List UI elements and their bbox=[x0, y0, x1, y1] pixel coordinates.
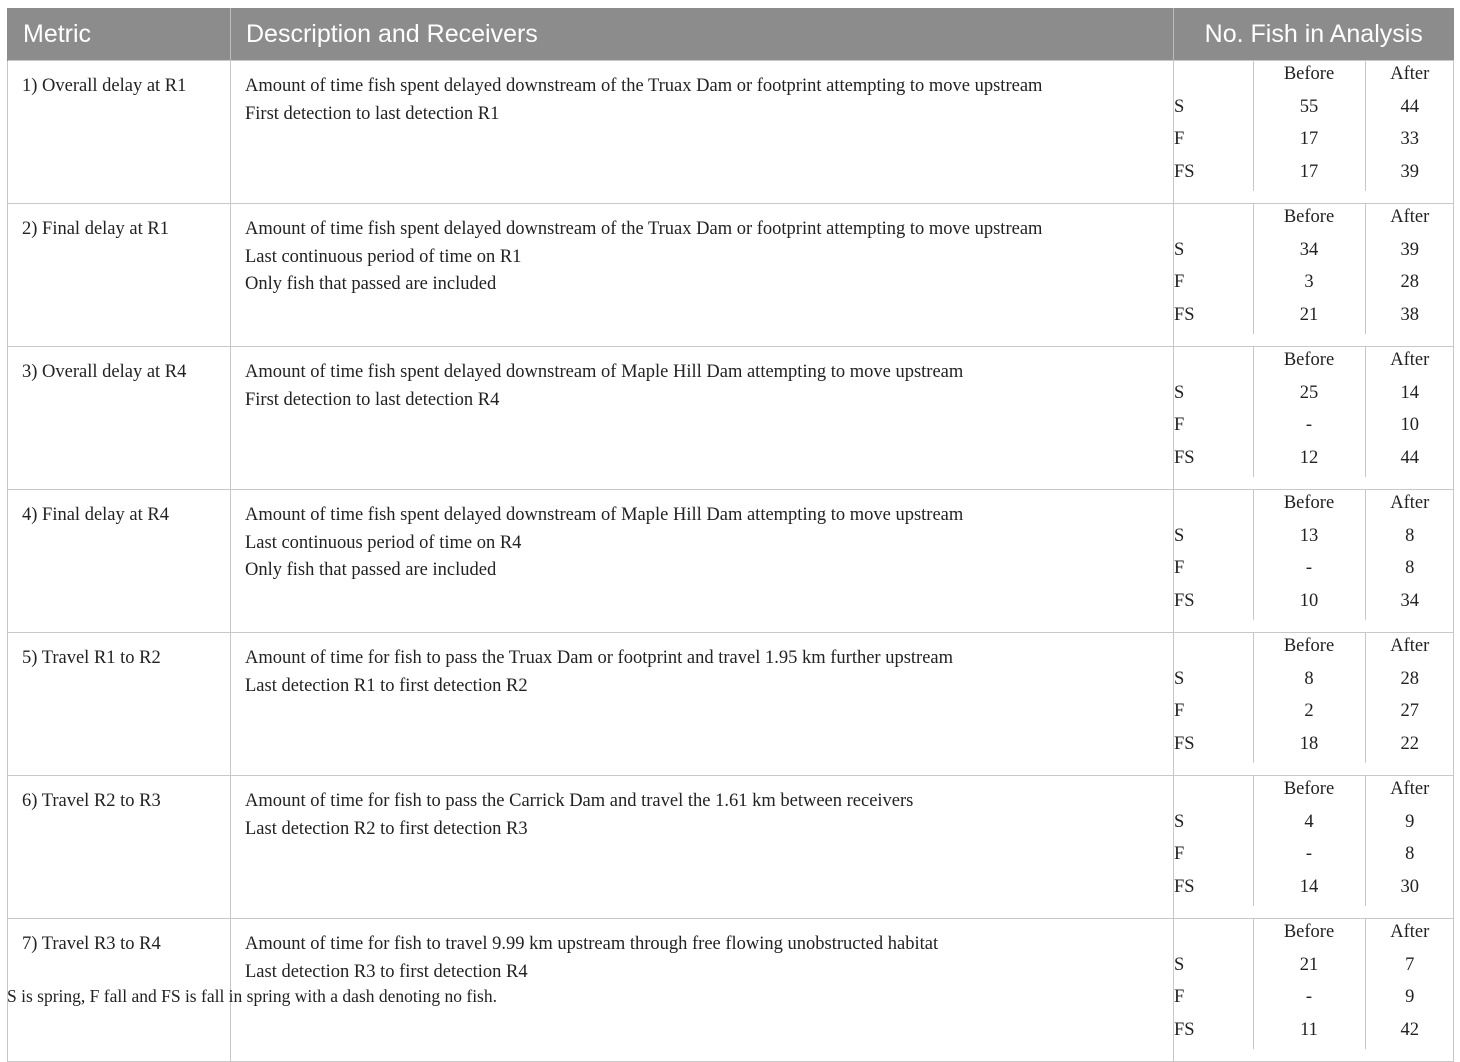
season-row bbox=[1174, 237, 1454, 270]
season-row bbox=[1174, 984, 1454, 1017]
season-label: S bbox=[1174, 94, 1253, 127]
season-label: S bbox=[1174, 952, 1253, 985]
season-label: FS bbox=[1174, 159, 1253, 192]
before-count: - bbox=[1253, 841, 1365, 874]
season-header-blank bbox=[1174, 204, 1253, 237]
after-count: 9 bbox=[1405, 987, 1415, 1007]
fish-count-cell bbox=[1174, 61, 1454, 204]
after-count: 28 bbox=[1400, 272, 1419, 292]
metric-cell: 7) Travel R3 to R4 bbox=[8, 919, 231, 1062]
table-row bbox=[8, 633, 1454, 776]
season-label: F bbox=[1174, 126, 1253, 159]
before-count: 12 bbox=[1253, 445, 1365, 478]
season-label: FS bbox=[1174, 302, 1253, 335]
after-count: 44 bbox=[1400, 96, 1419, 117]
fish-count-cell bbox=[1174, 204, 1454, 347]
season-row bbox=[1174, 698, 1454, 731]
after-count: 8 bbox=[1405, 844, 1415, 864]
fish-analysis-table bbox=[7, 8, 1454, 1062]
description-line: Last detection R2 to first detection R3 bbox=[245, 818, 528, 839]
description-line: First detection to last detection R4 bbox=[245, 389, 500, 410]
season-row bbox=[1174, 94, 1454, 127]
description-line: Only fish that passed are included bbox=[245, 560, 497, 580]
season-label: F bbox=[1174, 269, 1253, 302]
season-row bbox=[1174, 555, 1454, 588]
before-count: 17 bbox=[1253, 159, 1365, 192]
after-count: 39 bbox=[1400, 239, 1419, 260]
before-count: 25 bbox=[1253, 380, 1365, 413]
description-line: Amount of time fish spent delayed downstream of the Truax Dam or footprint attempting to move upstream bbox=[245, 219, 1043, 239]
after-header: After bbox=[1390, 350, 1430, 370]
after-header: After bbox=[1390, 207, 1430, 227]
season-row bbox=[1174, 159, 1454, 192]
season-row bbox=[1174, 126, 1454, 159]
fish-count-cell bbox=[1174, 919, 1454, 1062]
before-count: 10 bbox=[1253, 588, 1365, 621]
after-header: After bbox=[1390, 493, 1430, 513]
season-label: F bbox=[1174, 412, 1253, 445]
season-row bbox=[1174, 731, 1454, 764]
header-metric: Metric bbox=[8, 8, 231, 61]
season-header-blank bbox=[1174, 61, 1253, 94]
season-header-blank bbox=[1174, 633, 1253, 666]
description-line: Amount of time for fish to pass the Carrick Dam and travel the 1.61 km between receivers bbox=[245, 791, 914, 811]
before-header: Before bbox=[1253, 61, 1365, 94]
season-label: F bbox=[1174, 984, 1253, 1017]
description-cell bbox=[231, 776, 1174, 919]
season-label: FS bbox=[1174, 1017, 1253, 1050]
before-count: 55 bbox=[1253, 94, 1365, 127]
header-fish-count: No. Fish in Analysis bbox=[1174, 8, 1454, 61]
season-row bbox=[1174, 1017, 1454, 1050]
after-count: 42 bbox=[1400, 1019, 1419, 1040]
table-row bbox=[8, 204, 1454, 347]
after-count: 8 bbox=[1405, 525, 1415, 546]
description-line: First detection to last detection R1 bbox=[245, 103, 500, 124]
season-row bbox=[1174, 380, 1454, 413]
description-line: Amount of time fish spent delayed downstream of the Truax Dam or footprint attempting to move upstream bbox=[245, 76, 1043, 96]
description-line: Amount of time for fish to travel 9.99 km upstream through free flowing unobstructed habitat bbox=[245, 934, 939, 954]
after-count: 27 bbox=[1400, 701, 1419, 721]
after-count: 9 bbox=[1405, 811, 1415, 832]
description-line: Amount of time for fish to pass the Truax Dam or footprint and travel 1.95 km further upstream bbox=[245, 648, 954, 668]
before-count: 11 bbox=[1253, 1017, 1365, 1050]
after-header: After bbox=[1390, 922, 1430, 942]
after-count: 33 bbox=[1400, 129, 1419, 149]
before-header: Before bbox=[1253, 919, 1365, 952]
table-row bbox=[8, 347, 1454, 490]
season-label: FS bbox=[1174, 445, 1253, 478]
description-line: Last detection R3 to first detection R4 bbox=[245, 961, 528, 982]
season-row bbox=[1174, 588, 1454, 621]
before-count: 8 bbox=[1253, 666, 1365, 699]
metric-cell: 2) Final delay at R1 bbox=[8, 204, 231, 347]
table-row bbox=[8, 61, 1454, 204]
season-row bbox=[1174, 412, 1454, 445]
after-count: 28 bbox=[1400, 668, 1419, 689]
description-cell bbox=[231, 633, 1174, 776]
before-header: Before bbox=[1253, 633, 1365, 666]
before-header: Before bbox=[1253, 776, 1365, 809]
header-row bbox=[8, 8, 1454, 61]
description-line: Last continuous period of time on R1 bbox=[245, 246, 522, 267]
before-count: - bbox=[1253, 555, 1365, 588]
metric-cell: 1) Overall delay at R1 bbox=[8, 61, 231, 204]
metric-cell: 5) Travel R1 to R2 bbox=[8, 633, 231, 776]
season-row bbox=[1174, 874, 1454, 907]
after-count: 14 bbox=[1400, 382, 1419, 403]
description-line: Last detection R1 to first detection R2 bbox=[245, 675, 528, 696]
fish-count-cell bbox=[1174, 490, 1454, 633]
before-count: 18 bbox=[1253, 731, 1365, 764]
description-cell bbox=[231, 490, 1174, 633]
before-count: 14 bbox=[1253, 874, 1365, 907]
before-header: Before bbox=[1253, 204, 1365, 237]
season-row bbox=[1174, 302, 1454, 335]
description-line: Amount of time fish spent delayed downstream of Maple Hill Dam attempting to move upstream bbox=[245, 362, 964, 382]
header-description: Description and Receivers bbox=[231, 8, 1174, 61]
season-label: S bbox=[1174, 523, 1253, 556]
after-count: 22 bbox=[1400, 733, 1419, 754]
season-label: S bbox=[1174, 666, 1253, 699]
season-header-blank bbox=[1174, 490, 1253, 523]
season-label: S bbox=[1174, 237, 1253, 270]
after-count: 34 bbox=[1400, 590, 1419, 611]
season-label: F bbox=[1174, 698, 1253, 731]
table-row bbox=[8, 490, 1454, 633]
before-count: 21 bbox=[1253, 302, 1365, 335]
fish-count-cell bbox=[1174, 347, 1454, 490]
table-row bbox=[8, 776, 1454, 919]
season-label: FS bbox=[1174, 588, 1253, 621]
season-label: F bbox=[1174, 841, 1253, 874]
after-header: After bbox=[1390, 64, 1430, 84]
before-count: 21 bbox=[1253, 952, 1365, 985]
description-cell bbox=[231, 204, 1174, 347]
season-label: FS bbox=[1174, 731, 1253, 764]
after-count: 7 bbox=[1405, 954, 1415, 975]
season-row bbox=[1174, 809, 1454, 842]
after-count: 38 bbox=[1400, 304, 1419, 325]
season-header-blank bbox=[1174, 347, 1253, 380]
before-count: 3 bbox=[1253, 269, 1365, 302]
after-header: After bbox=[1390, 779, 1430, 799]
before-count: - bbox=[1253, 984, 1365, 1017]
after-header: After bbox=[1390, 636, 1430, 656]
season-row bbox=[1174, 952, 1454, 985]
metric-cell: 4) Final delay at R4 bbox=[8, 490, 231, 633]
description-line: Only fish that passed are included bbox=[245, 274, 497, 294]
before-header: Before bbox=[1253, 347, 1365, 380]
season-label: S bbox=[1174, 809, 1253, 842]
before-count: 2 bbox=[1253, 698, 1365, 731]
fish-count-cell bbox=[1174, 776, 1454, 919]
season-row bbox=[1174, 841, 1454, 874]
before-count: 4 bbox=[1253, 809, 1365, 842]
after-count: 8 bbox=[1405, 558, 1415, 578]
season-row bbox=[1174, 523, 1454, 556]
metric-cell: 6) Travel R2 to R3 bbox=[8, 776, 231, 919]
season-header-blank bbox=[1174, 919, 1253, 952]
season-header-blank bbox=[1174, 776, 1253, 809]
season-row bbox=[1174, 445, 1454, 478]
season-row bbox=[1174, 269, 1454, 302]
description-cell bbox=[231, 347, 1174, 490]
after-count: 30 bbox=[1400, 876, 1419, 897]
before-count: 13 bbox=[1253, 523, 1365, 556]
before-count: - bbox=[1253, 412, 1365, 445]
description-cell bbox=[231, 61, 1174, 204]
season-label: F bbox=[1174, 555, 1253, 588]
season-row bbox=[1174, 666, 1454, 699]
description-line: Last continuous period of time on R4 bbox=[245, 532, 522, 553]
before-header: Before bbox=[1253, 490, 1365, 523]
before-count: 34 bbox=[1253, 237, 1365, 270]
season-label: S bbox=[1174, 380, 1253, 413]
description-line: Amount of time fish spent delayed downstream of Maple Hill Dam attempting to move upstream bbox=[245, 505, 964, 525]
season-label: FS bbox=[1174, 874, 1253, 907]
metric-cell: 3) Overall delay at R4 bbox=[8, 347, 231, 490]
after-count: 10 bbox=[1400, 415, 1419, 435]
table-footnote: S is spring, F fall and FS is fall in spring with a dash denoting no fish. bbox=[7, 986, 497, 1006]
after-count: 39 bbox=[1400, 161, 1419, 182]
before-count: 17 bbox=[1253, 126, 1365, 159]
after-count: 44 bbox=[1400, 447, 1419, 468]
fish-count-cell bbox=[1174, 633, 1454, 776]
